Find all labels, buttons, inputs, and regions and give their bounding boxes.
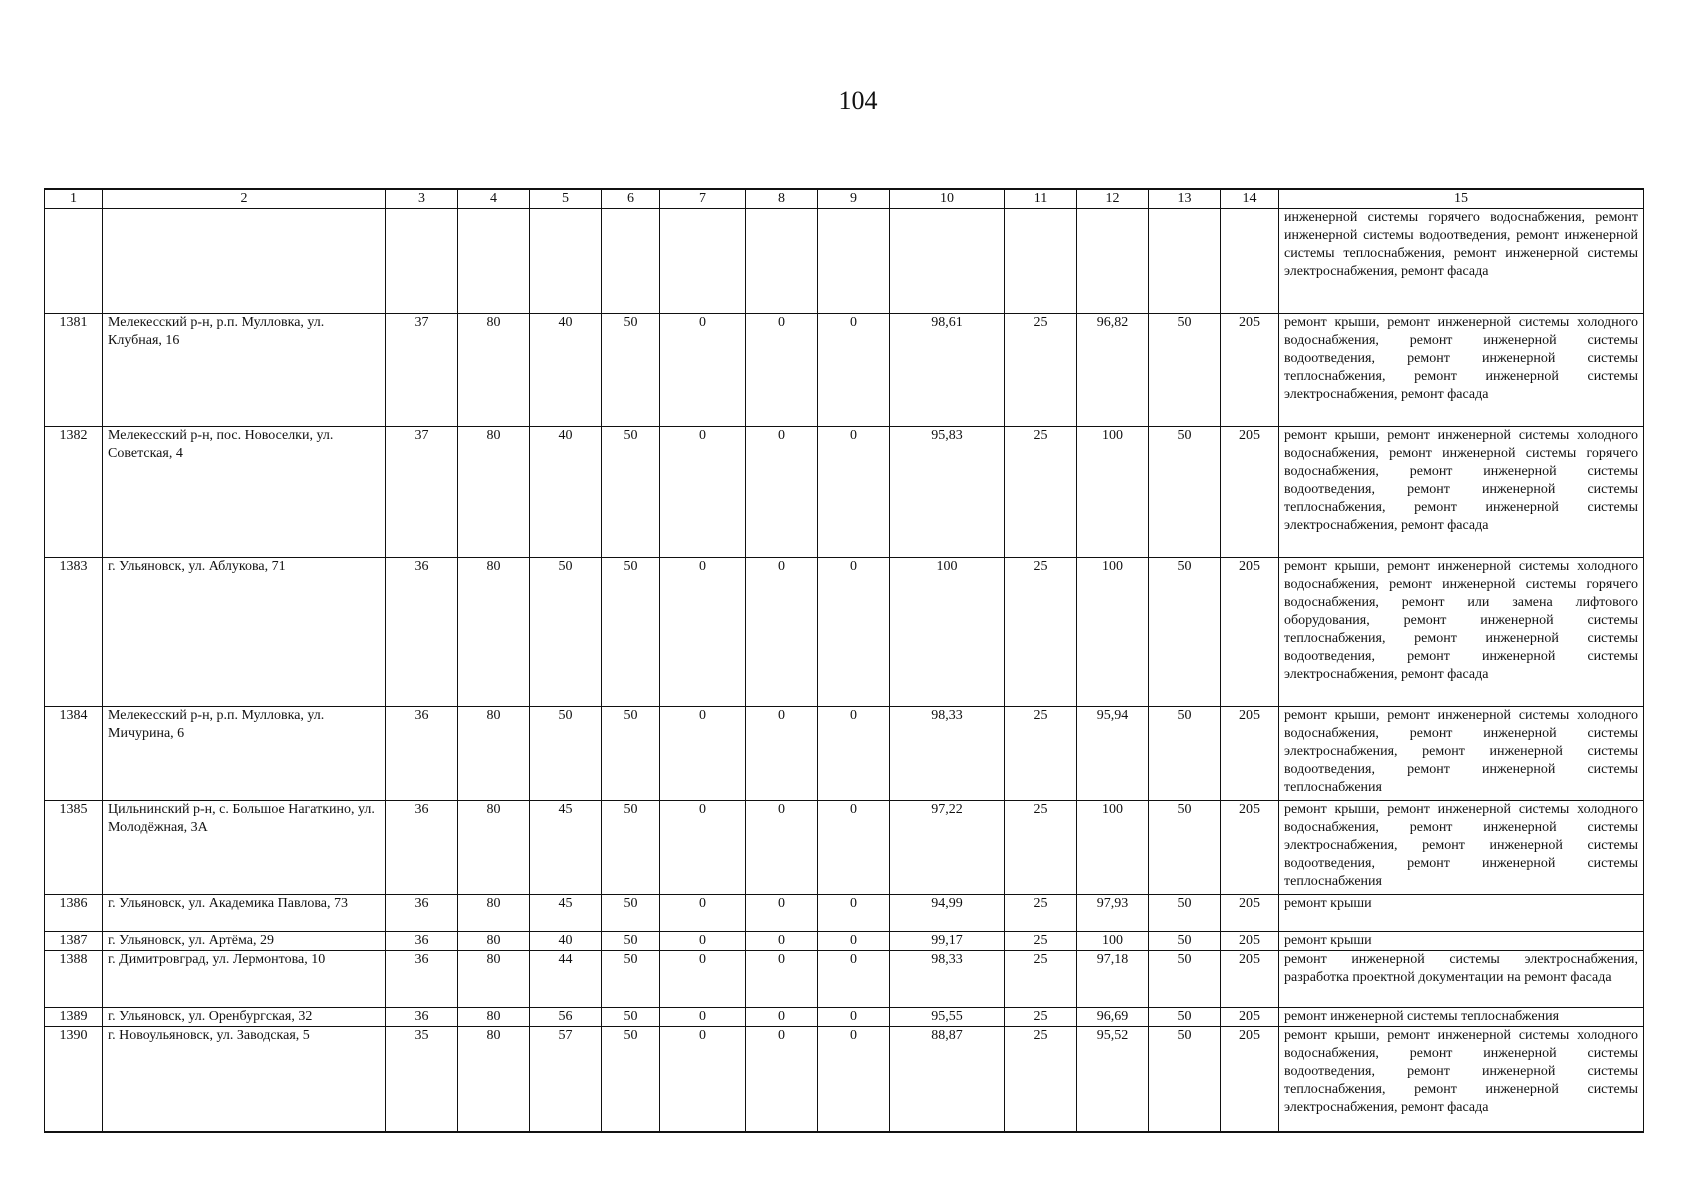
value-cell: 57 — [530, 1027, 602, 1133]
value-cell: 205 — [1221, 707, 1279, 801]
column-header: 10 — [890, 189, 1005, 209]
value-cell: 50 — [602, 1027, 660, 1133]
value-cell: 36 — [386, 932, 458, 951]
value-cell: 205 — [1221, 314, 1279, 427]
value-cell: 0 — [818, 932, 890, 951]
value-cell: 50 — [530, 558, 602, 707]
works-cell: ремонт крыши, ремонт инженерной системы холодного водоснабжения, ремонт инженерной системы водоотведения, ремонт инженерной системы теплоснабжения, ремонт инженерной системы электроснабжения, ремонт фасада — [1279, 314, 1644, 427]
column-header: 5 — [530, 189, 602, 209]
empty-cell — [103, 209, 386, 314]
column-header: 12 — [1077, 189, 1149, 209]
value-cell: 0 — [660, 1008, 746, 1027]
column-header: 4 — [458, 189, 530, 209]
value-cell: 95,52 — [1077, 1027, 1149, 1133]
value-cell: 50 — [1149, 558, 1221, 707]
value-cell: 50 — [602, 314, 660, 427]
value-cell: 36 — [386, 951, 458, 1008]
value-cell: 25 — [1005, 314, 1077, 427]
value-cell: 205 — [1221, 427, 1279, 558]
value-cell: 205 — [1221, 1008, 1279, 1027]
value-cell: 50 — [602, 895, 660, 932]
row-number: 1382 — [45, 427, 103, 558]
value-cell: 50 — [1149, 314, 1221, 427]
value-cell: 36 — [386, 801, 458, 895]
empty-cell — [602, 209, 660, 314]
value-cell: 0 — [660, 801, 746, 895]
page-number: 104 — [838, 86, 878, 115]
works-cell: ремонт крыши — [1279, 895, 1644, 932]
table-row — [45, 932, 1644, 951]
value-cell: 0 — [818, 801, 890, 895]
address-cell: г. Ульяновск, ул. Аблукова, 71 — [103, 558, 386, 707]
value-cell: 0 — [660, 895, 746, 932]
value-cell: 25 — [1005, 895, 1077, 932]
works-cell: ремонт крыши, ремонт инженерной системы холодного водоснабжения, ремонт инженерной системы электроснабжения, ремонт инженерной системы водоотведения, ремонт инженерной системы теплоснабжения — [1279, 801, 1644, 895]
address-cell: Мелекесский р-н, р.п. Мулловка, ул. Мичурина, 6 — [103, 707, 386, 801]
table-row — [45, 314, 1644, 427]
value-cell: 50 — [602, 427, 660, 558]
row-number: 1389 — [45, 1008, 103, 1027]
value-cell: 97,93 — [1077, 895, 1149, 932]
value-cell: 97,18 — [1077, 951, 1149, 1008]
value-cell: 205 — [1221, 558, 1279, 707]
value-cell: 0 — [746, 801, 818, 895]
value-cell: 0 — [746, 1008, 818, 1027]
value-cell: 100 — [890, 558, 1005, 707]
value-cell: 37 — [386, 427, 458, 558]
column-header: 6 — [602, 189, 660, 209]
address-cell: г. Ульяновск, ул. Артёма, 29 — [103, 932, 386, 951]
value-cell: 0 — [818, 707, 890, 801]
value-cell: 50 — [1149, 895, 1221, 932]
value-cell: 100 — [1077, 801, 1149, 895]
works-cell: ремонт крыши, ремонт инженерной системы холодного водоснабжения, ремонт инженерной системы горячего водоснабжения, ремонт или замена лифтового оборудования, ремонт инженерной системы теплоснабжения, ремонт инженерной системы водоотведения, ремонт инженерной системы электроснабжения, ремонт фасада — [1279, 558, 1644, 707]
empty-cell — [458, 209, 530, 314]
value-cell: 0 — [746, 1027, 818, 1133]
value-cell: 0 — [818, 427, 890, 558]
value-cell: 96,69 — [1077, 1008, 1149, 1027]
value-cell: 40 — [530, 427, 602, 558]
value-cell: 0 — [746, 314, 818, 427]
value-cell: 80 — [458, 558, 530, 707]
value-cell: 25 — [1005, 801, 1077, 895]
value-cell: 50 — [602, 707, 660, 801]
value-cell: 0 — [746, 932, 818, 951]
column-header: 13 — [1149, 189, 1221, 209]
empty-cell — [530, 209, 602, 314]
value-cell: 205 — [1221, 932, 1279, 951]
value-cell: 80 — [458, 895, 530, 932]
value-cell: 80 — [458, 932, 530, 951]
value-cell: 0 — [818, 951, 890, 1008]
empty-cell — [660, 209, 746, 314]
table-row — [45, 707, 1644, 801]
table-row — [45, 1027, 1644, 1133]
value-cell: 25 — [1005, 1027, 1077, 1133]
value-cell: 25 — [1005, 558, 1077, 707]
value-cell: 0 — [660, 951, 746, 1008]
value-cell: 0 — [818, 558, 890, 707]
value-cell: 35 — [386, 1027, 458, 1133]
column-header: 3 — [386, 189, 458, 209]
value-cell: 80 — [458, 707, 530, 801]
value-cell: 205 — [1221, 801, 1279, 895]
value-cell: 0 — [818, 895, 890, 932]
registry-table — [44, 188, 1644, 1133]
column-header: 11 — [1005, 189, 1077, 209]
value-cell: 0 — [818, 1008, 890, 1027]
value-cell: 98,33 — [890, 951, 1005, 1008]
row-number: 1385 — [45, 801, 103, 895]
address-cell: г. Новоульяновск, ул. Заводская, 5 — [103, 1027, 386, 1133]
value-cell: 0 — [660, 932, 746, 951]
value-cell: 0 — [660, 558, 746, 707]
value-cell: 50 — [1149, 951, 1221, 1008]
value-cell: 0 — [660, 314, 746, 427]
value-cell: 50 — [1149, 801, 1221, 895]
empty-cell — [746, 209, 818, 314]
value-cell: 37 — [386, 314, 458, 427]
works-cell: ремонт крыши, ремонт инженерной системы холодного водоснабжения, ремонт инженерной системы водоотведения, ремонт инженерной системы теплоснабжения, ремонт инженерной системы электроснабжения, ремонт фасада — [1279, 1027, 1644, 1133]
works-cell: ремонт инженерной системы теплоснабжения — [1279, 1008, 1644, 1027]
value-cell: 88,87 — [890, 1027, 1005, 1133]
value-cell: 95,94 — [1077, 707, 1149, 801]
value-cell: 0 — [660, 1027, 746, 1133]
value-cell: 50 — [602, 801, 660, 895]
table-row — [45, 895, 1644, 932]
column-header: 2 — [103, 189, 386, 209]
row-number: 1387 — [45, 932, 103, 951]
value-cell: 40 — [530, 932, 602, 951]
value-cell: 50 — [1149, 427, 1221, 558]
row-number: 1383 — [45, 558, 103, 707]
value-cell: 50 — [1149, 1008, 1221, 1027]
value-cell: 40 — [530, 314, 602, 427]
address-cell: г. Ульяновск, ул. Академика Павлова, 73 — [103, 895, 386, 932]
row-number: 1381 — [45, 314, 103, 427]
value-cell: 50 — [1149, 1027, 1221, 1133]
table-row — [45, 1008, 1644, 1027]
column-header: 7 — [660, 189, 746, 209]
works-cell: инженерной системы горячего водоснабжения, ремонт инженерной системы водоотведения, ремонт инженерной системы теплоснабжения, ремонт инженерной системы электроснабжения, ремонт фасада — [1279, 209, 1644, 314]
value-cell: 95,83 — [890, 427, 1005, 558]
value-cell: 50 — [530, 707, 602, 801]
value-cell: 0 — [818, 1027, 890, 1133]
value-cell: 50 — [602, 951, 660, 1008]
value-cell: 94,99 — [890, 895, 1005, 932]
value-cell: 0 — [660, 707, 746, 801]
value-cell: 205 — [1221, 1027, 1279, 1133]
row-number: 1388 — [45, 951, 103, 1008]
empty-cell — [45, 209, 103, 314]
value-cell: 0 — [746, 558, 818, 707]
value-cell: 100 — [1077, 558, 1149, 707]
value-cell: 80 — [458, 314, 530, 427]
table-row — [45, 427, 1644, 558]
value-cell: 0 — [660, 427, 746, 558]
empty-cell — [1149, 209, 1221, 314]
row-number: 1390 — [45, 1027, 103, 1133]
value-cell: 205 — [1221, 895, 1279, 932]
value-cell: 98,33 — [890, 707, 1005, 801]
address-cell: Цильнинский р-н, с. Большое Нагаткино, ул. Молодёжная, 3А — [103, 801, 386, 895]
value-cell: 80 — [458, 1008, 530, 1027]
works-cell: ремонт инженерной системы электроснабжения, разработка проектной документации на ремонт фасада — [1279, 951, 1644, 1008]
value-cell: 80 — [458, 427, 530, 558]
empty-cell — [818, 209, 890, 314]
value-cell: 80 — [458, 1027, 530, 1133]
value-cell: 45 — [530, 895, 602, 932]
column-header: 14 — [1221, 189, 1279, 209]
value-cell: 25 — [1005, 427, 1077, 558]
value-cell: 0 — [818, 314, 890, 427]
value-cell: 36 — [386, 1008, 458, 1027]
table-row — [45, 951, 1644, 1008]
address-cell: г. Ульяновск, ул. Оренбургская, 32 — [103, 1008, 386, 1027]
value-cell: 44 — [530, 951, 602, 1008]
value-cell: 0 — [746, 895, 818, 932]
value-cell: 50 — [1149, 932, 1221, 951]
value-cell: 96,82 — [1077, 314, 1149, 427]
value-cell: 0 — [746, 707, 818, 801]
value-cell: 50 — [1149, 707, 1221, 801]
column-header: 9 — [818, 189, 890, 209]
value-cell: 99,17 — [890, 932, 1005, 951]
value-cell: 36 — [386, 707, 458, 801]
works-cell: ремонт крыши, ремонт инженерной системы холодного водоснабжения, ремонт инженерной системы электроснабжения, ремонт инженерной системы водоотведения, ремонт инженерной системы теплоснабжения — [1279, 707, 1644, 801]
value-cell: 50 — [602, 558, 660, 707]
empty-cell — [890, 209, 1005, 314]
column-header: 1 — [45, 189, 103, 209]
value-cell: 97,22 — [890, 801, 1005, 895]
value-cell: 50 — [602, 932, 660, 951]
value-cell: 0 — [746, 951, 818, 1008]
value-cell: 25 — [1005, 951, 1077, 1008]
empty-cell — [1005, 209, 1077, 314]
empty-cell — [1077, 209, 1149, 314]
value-cell: 45 — [530, 801, 602, 895]
value-cell: 100 — [1077, 932, 1149, 951]
value-cell: 80 — [458, 951, 530, 1008]
value-cell: 0 — [746, 427, 818, 558]
value-cell: 205 — [1221, 951, 1279, 1008]
value-cell: 36 — [386, 558, 458, 707]
continuation-row — [45, 209, 1644, 314]
value-cell: 56 — [530, 1008, 602, 1027]
empty-cell — [386, 209, 458, 314]
header-row — [45, 189, 1644, 209]
value-cell: 100 — [1077, 427, 1149, 558]
value-cell: 50 — [602, 1008, 660, 1027]
value-cell: 80 — [458, 801, 530, 895]
works-cell: ремонт крыши, ремонт инженерной системы холодного водоснабжения, ремонт инженерной системы горячего водоснабжения, ремонт инженерной системы водоотведения, ремонт инженерной системы теплоснабжения, ремонт инженерной системы электроснабжения, ремонт фасада — [1279, 427, 1644, 558]
value-cell: 95,55 — [890, 1008, 1005, 1027]
table-row — [45, 801, 1644, 895]
address-cell: г. Димитровград, ул. Лермонтова, 10 — [103, 951, 386, 1008]
table-row — [45, 558, 1644, 707]
address-cell: Мелекесский р-н, пос. Новоселки, ул. Советская, 4 — [103, 427, 386, 558]
column-header: 8 — [746, 189, 818, 209]
address-cell: Мелекесский р-н, р.п. Мулловка, ул. Клубная, 16 — [103, 314, 386, 427]
row-number: 1384 — [45, 707, 103, 801]
value-cell: 25 — [1005, 707, 1077, 801]
column-header: 15 — [1279, 189, 1644, 209]
value-cell: 98,61 — [890, 314, 1005, 427]
empty-cell — [1221, 209, 1279, 314]
value-cell: 25 — [1005, 1008, 1077, 1027]
row-number: 1386 — [45, 895, 103, 932]
value-cell: 36 — [386, 895, 458, 932]
works-cell: ремонт крыши — [1279, 932, 1644, 951]
value-cell: 25 — [1005, 932, 1077, 951]
